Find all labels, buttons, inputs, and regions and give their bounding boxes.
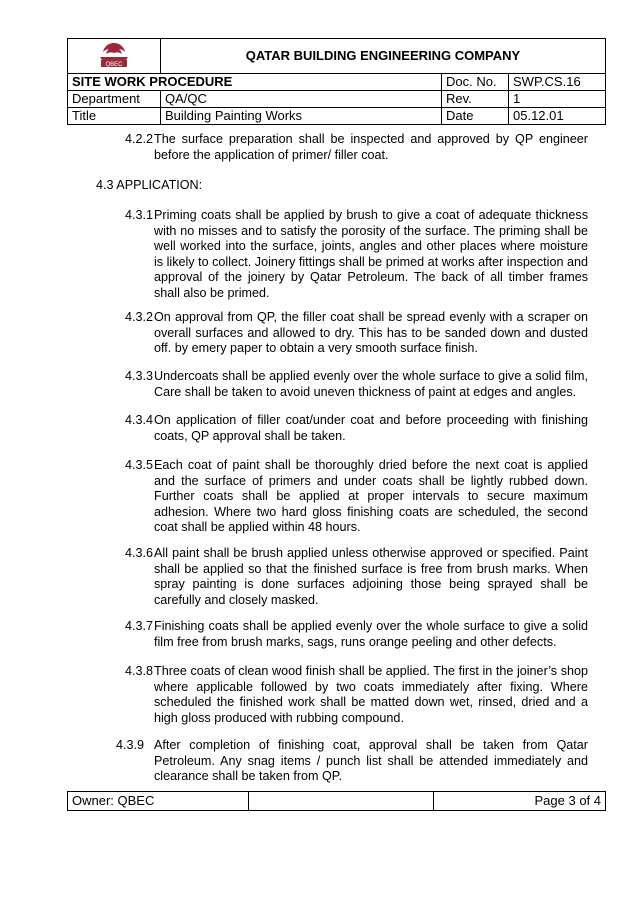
- doc-no-value: SWP.CS.16: [509, 74, 606, 91]
- section-number: 4.3.6: [125, 546, 154, 560]
- section-text: Priming coats shall be applied by brush to give a coat of adequate thickness with no misses and to satisfy the porosity of the surface. The priming shall be well worked into the surface, joints, angles and other places where moisture is likely to collect. Joinery fittings shall be primed at works after inspection and approval of the joinery by Qatar Petroleum. The back of all timber frames shall also be primed.: [154, 208, 588, 300]
- section-text: All paint shall be brush applied unless otherwise approved or specified. Paint shall be applied so that the finished surface is free from brush marks. When spray painting is done surfaces adjoining those being sprayed shall be carefully and closely masked.: [154, 546, 588, 607]
- company-name: QATAR BUILDING ENGINEERING COMPANY: [161, 39, 606, 74]
- section-text: Each coat of paint shall be thoroughly dried before the next coat is applied and the surface of primers and under coats shall be lightly rubbed down. Further coats shall be applied at proper intervals to secure maximum adhesion. Where two hard gloss finishing coats are scheduled, the second coat shall be applied within 48 hours.: [154, 458, 588, 534]
- doc-no-label: Doc. No.: [442, 74, 509, 91]
- section-number: 4.3.2: [125, 310, 154, 324]
- rev-label: Rev.: [442, 91, 509, 108]
- title-value: Building Painting Works: [161, 108, 442, 125]
- section-text: On application of filler coat/under coat and before proceeding with finishing coats, QP approval shall be taken.: [154, 413, 588, 443]
- section-number: 4.3.9: [116, 738, 145, 752]
- section-number: 4.3.1: [125, 208, 154, 222]
- footer-middle-cell: [249, 792, 434, 811]
- section-text: On approval from QP, the filler coat shall be spread evenly with a scraper on overall surfaces and allowed to dry. This has to be sanded down and dusted off. by emery paper to obtain a very smooth surface finish.: [154, 310, 588, 355]
- section-number: 4.3.3: [125, 369, 154, 383]
- date-value: 05.12.01: [509, 108, 606, 125]
- qbec-logo: [94, 39, 134, 69]
- section-text: After completion of finishing coat, approval shall be taken from Qatar Petroleum. Any snag items / punch list shall be attended immediately and clearance shall be taken from QP.: [154, 738, 588, 783]
- department-value: QA/QC: [161, 91, 442, 108]
- owner-cell: Owner: QBEC: [68, 792, 249, 811]
- logo-cell: [68, 39, 161, 74]
- procedure-label: SITE WORK PROCEDURE: [68, 74, 442, 91]
- document-header-table: [67, 38, 606, 125]
- rev-value: 1: [509, 91, 606, 108]
- title-label: Title: [68, 108, 161, 125]
- page-number: Page 3 of 4: [434, 792, 606, 811]
- logo-text: QBEC: [105, 62, 123, 68]
- document-footer-table: [67, 791, 606, 811]
- section-number: 4.3.8: [125, 664, 154, 678]
- section-number: 4.3.4: [125, 413, 154, 427]
- section-number: 4.3.5: [125, 458, 154, 472]
- section-number: 4.3.7: [125, 619, 154, 633]
- date-label: Date: [442, 108, 509, 125]
- section-text: Three coats of clean wood finish shall be applied. The first in the joiner’s shop where applicable followed by two coats immediately after fixing. Where scheduled the finished work shall be matted down wet, rinsed, dried and a high gloss produced with rubbing compound.: [154, 664, 588, 725]
- section-heading-4-3: 4.3 APPLICATION:: [96, 178, 203, 192]
- section-number: 4.2.2: [125, 132, 154, 146]
- section-text: The surface preparation shall be inspected and approved by QP engineer before the application of primer/ filler coat.: [154, 132, 588, 162]
- section-text: Undercoats shall be applied evenly over the whole surface to give a solid film, Care shall be taken to avoid uneven thickness of paint at edges and angles.: [154, 369, 588, 399]
- section-text: Finishing coats shall be applied evenly over the whole surface to give a solid film free from brush marks, sags, runs orange peeling and other defects.: [154, 619, 588, 649]
- department-label: Department: [68, 91, 161, 108]
